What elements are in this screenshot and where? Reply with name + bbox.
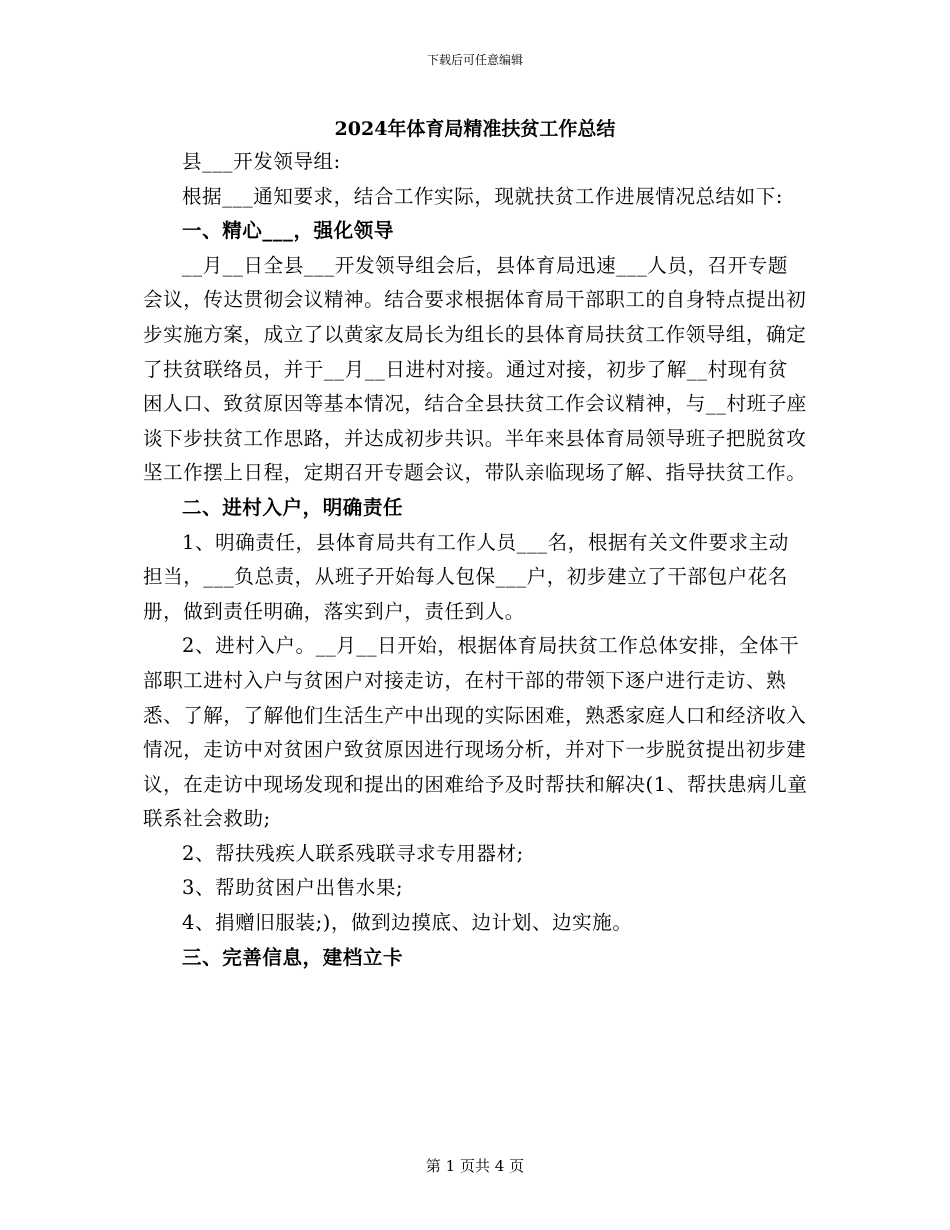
section-heading-3: 三、完善信息，建档立卡 (182, 945, 404, 969)
body-paragraph: __月__日全县___开发领导组会后，县体育局迅速___人员，召开专题会议，传达贯彻会议精神。结合要求根据体育局干部职工的自身特点提出初步实施方案，成立了以黄家友局长为组长的县体育局扶贫工作领导组，确定了扶贫联络员，并于__月__日进村对接。通过对接，初步了解__村现有贫困人口、致贫原因等基本情况，结合全县扶贫工作会议精神，与__村班子座谈下步扶贫工作思路，并达成初步共识。半年来县体育局领导班子把脱贫攻坚工作摆上日程，定期召开专题会议，带队亲临现场了解、指导扶贫工作。 (143, 253, 807, 485)
body-paragraph: 1、明确责任，县体育局共有工作人员___名，根据有关文件要求主动担当，___负总责，从班子开始每人包保___户，初步建立了干部包户花名册，做到责任明确，落实到户，责任到人。 (143, 530, 789, 623)
section-heading-1: 一、精心___，强化领导 (182, 219, 394, 243)
list-item: 3、帮助贫困户出售水果; (182, 876, 404, 900)
list-item: 2、帮扶残疾人联系残联寻求专用器材; (182, 841, 524, 865)
intro-paragraph: 根据___通知要求，结合工作实际，现就扶贫工作进展情况总结如下: (182, 184, 784, 208)
page-footer: 第 1 页共 4 页 (425, 1157, 525, 1175)
document-title: 2024年体育局精准扶贫工作总结 (334, 118, 616, 140)
document-body (143, 145, 808, 975)
section-heading-2: 二、进村入户，明确责任 (182, 495, 404, 519)
header-note: 下载后可任意编辑 (426, 53, 523, 67)
list-item: 4、捐赠旧服装;)，做到边摸底、边计划、边实施。 (182, 911, 633, 935)
salutation: 县___开发领导组: (182, 150, 341, 173)
body-paragraph: 2、进村入户。__月__日开始，根据体育局扶贫工作总体安排，全体干部职工进村入户与贫困户对接走访，在村干部的带领下逐户进行走访、熟悉、了解，了解他们生活生产中出现的实际困难，熟悉家庭人口和经济收入情况，走访中对贫困户致贫原因进行现场分析，并对下一步脱贫提出初步建议，在走访中现场发现和提出的困难给予及时帮扶和解决(1、帮扶患病儿童联系社会救助; (143, 634, 808, 831)
